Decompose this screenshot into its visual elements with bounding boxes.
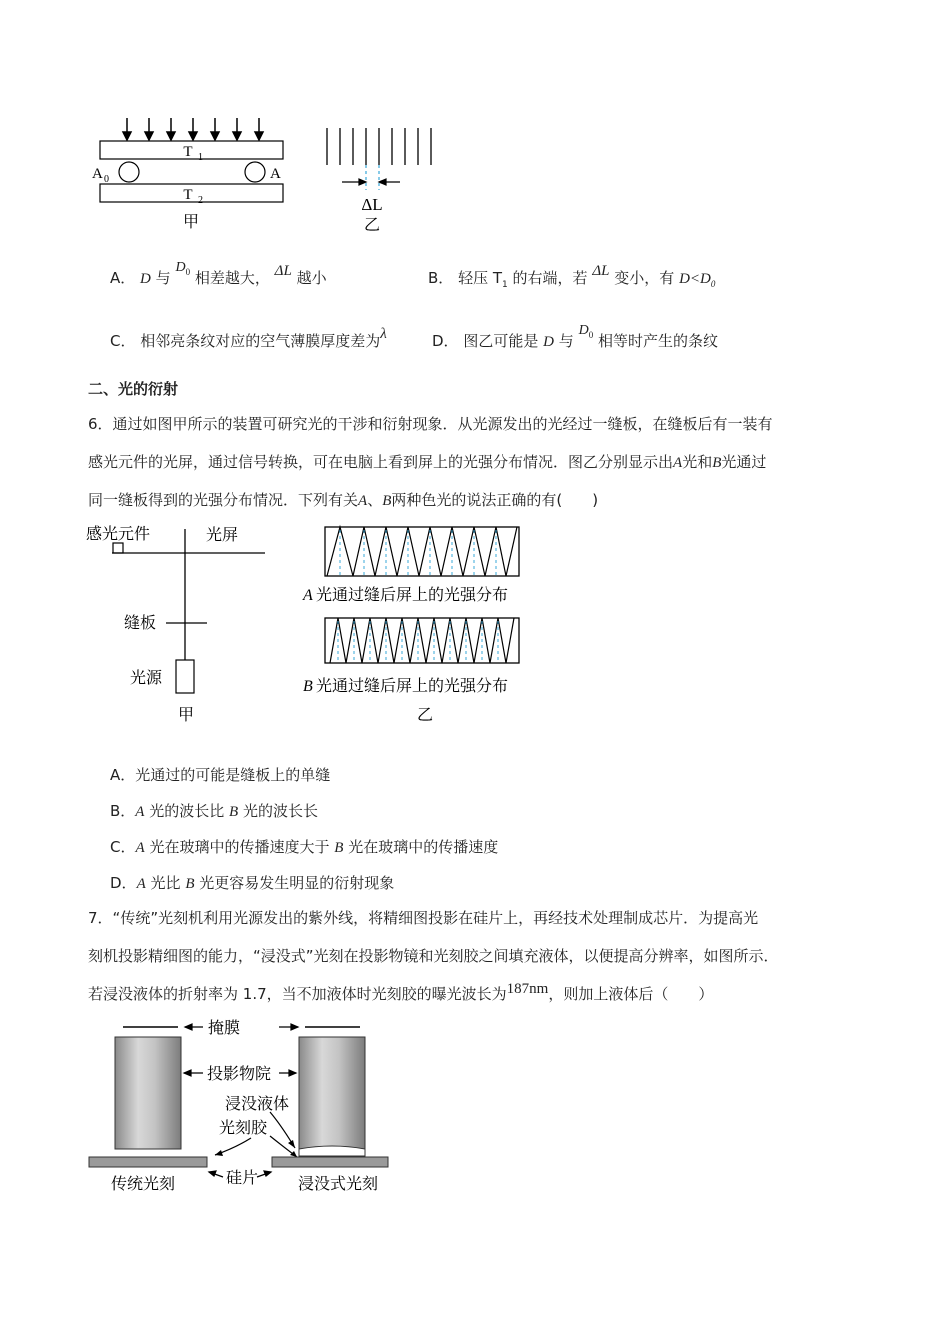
a-caption-letter: A: [303, 587, 313, 604]
fig-jia-label: 甲: [182, 212, 200, 231]
q7-line1: 7．“传统”光刻机利用光源发出的紫外线，将精细图投影在硅片上，再经技术处理制成芯片．为提高光: [88, 909, 759, 927]
source-label: 光源: [130, 668, 163, 687]
light-source: [176, 660, 194, 693]
slit-label: 缝板: [124, 613, 157, 632]
option-text: 变小，有: [614, 269, 675, 287]
sensor-element: [113, 543, 123, 553]
b-caption-letter: B: [303, 678, 313, 695]
option-text: 与: [558, 332, 574, 350]
var-delta-l: ΔL: [592, 263, 610, 279]
q5-option-c: [110, 326, 387, 351]
wire-right: [245, 162, 265, 182]
var-delta-l: ΔL: [274, 263, 292, 279]
var-lambda: λ: [380, 326, 387, 342]
option-text: 图乙可能是: [463, 332, 539, 350]
q5-option-a: [110, 260, 327, 289]
q7-figure: [85, 1015, 395, 1200]
resist-label: 光刻胶: [219, 1118, 268, 1137]
var-d0: $D_0$: [175, 260, 191, 277]
t1-sub: 1: [198, 152, 203, 163]
wafer-left: [89, 1157, 207, 1167]
immersion-liquid: [299, 1146, 365, 1156]
q5-figure: [80, 110, 460, 240]
option-prefix: C．: [110, 332, 136, 350]
lens-left: [115, 1037, 181, 1149]
traditional-label: 传统光刻: [111, 1174, 176, 1193]
q5-option-d: [432, 323, 718, 352]
fig-jia-label: 甲: [178, 705, 195, 724]
mask-label: 掩膜: [208, 1018, 241, 1037]
q6-line1: 6．通过如图甲所示的装置可研究光的干涉和衍射现象．从光源发出的光经过一缝板，在缝板后有一装有: [88, 415, 773, 433]
lens-right: [299, 1037, 365, 1149]
q6-option-b: B．A 光的波长比 B 光的波长长: [110, 802, 319, 820]
t-sub: 1: [502, 280, 508, 290]
fig-yi-label: 乙: [363, 215, 381, 234]
section-title: 二、光的衍射: [88, 380, 179, 398]
option-text: 相差越大，: [194, 269, 270, 287]
lens-label: 投影物院: [207, 1064, 272, 1083]
q6-figure-yi: [300, 522, 550, 727]
wafer-label: 硅片: [226, 1168, 259, 1187]
q6-line2: 感光元件的光屏，通过信号转换，可在电脑上看到屏上的光强分布情况．图乙分别显示出A光和B光通过: [88, 453, 767, 471]
q7-line3: 若浸没液体的折射率为 1.7，当不加液体时光刻胶的曝光波长为187nm，则加上液体后（ ）: [88, 981, 714, 1003]
q7-line2: 刻机投影精细图的能力，“浸没式”光刻在投影物镜和光刻胶之间填充液体，以便提高分辨率，如图所示．: [88, 947, 779, 965]
delta-l-marker: [366, 165, 379, 190]
var-d: D: [140, 271, 151, 287]
option-text: 的右端，若: [512, 269, 588, 287]
a-label: A: [270, 166, 281, 182]
option-prefix: B．: [428, 269, 454, 287]
wire-left: [119, 162, 139, 182]
q6-option-d: D．A 光比 B 光更容易发生明显的衍射现象: [110, 874, 395, 892]
option-text: 相等时产生的条纹: [597, 332, 718, 350]
option-text: 与: [155, 269, 171, 287]
pressure-arrows: [123, 118, 263, 140]
delta-l-label: ΔL: [361, 195, 383, 214]
sensor-label: 感光元件: [86, 524, 151, 543]
option-text: 越小: [296, 269, 327, 287]
immersion-label: 浸没式光刻: [298, 1174, 379, 1193]
q5-option-b: [428, 263, 716, 290]
fig-yi-label: 乙: [416, 705, 434, 724]
t1-label: T: [183, 144, 193, 160]
liquid-label: 浸没液体: [225, 1094, 290, 1113]
q6-option-a: A．光通过的可能是缝板上的单缝: [110, 766, 331, 784]
screen-label: 光屏: [206, 525, 239, 544]
var-d: D: [543, 334, 554, 350]
t2-sub: 2: [198, 195, 203, 206]
wavelength-value: 187nm: [506, 981, 549, 997]
t2-label: T: [183, 187, 193, 203]
option-prefix: D．: [432, 332, 459, 350]
a-caption: 光通过缝后屏上的光强分布: [316, 585, 509, 604]
q6-figure-jia: [80, 515, 280, 730]
option-text: 轻压 T: [458, 269, 503, 287]
fringe-lines: [327, 128, 431, 165]
q6-option-c: C．A 光在玻璃中的传播速度大于 B 光在玻璃中的传播速度: [110, 838, 499, 856]
option-prefix: A．: [110, 269, 136, 287]
a0-sub: 0: [104, 174, 109, 185]
q6-line3: 同一缝板得到的光强分布情况．下列有关A、B两种色光的说法正确的有( ): [88, 491, 599, 509]
a0-label: A: [92, 166, 103, 182]
wafer-right: [272, 1157, 388, 1167]
b-caption: 光通过缝后屏上的光强分布: [316, 676, 509, 695]
condition: $D<D_0$: [679, 271, 716, 289]
var-d0: $D_0$: [578, 323, 594, 340]
option-text: 相邻亮条纹对应的空气薄膜厚度差为: [140, 332, 381, 350]
